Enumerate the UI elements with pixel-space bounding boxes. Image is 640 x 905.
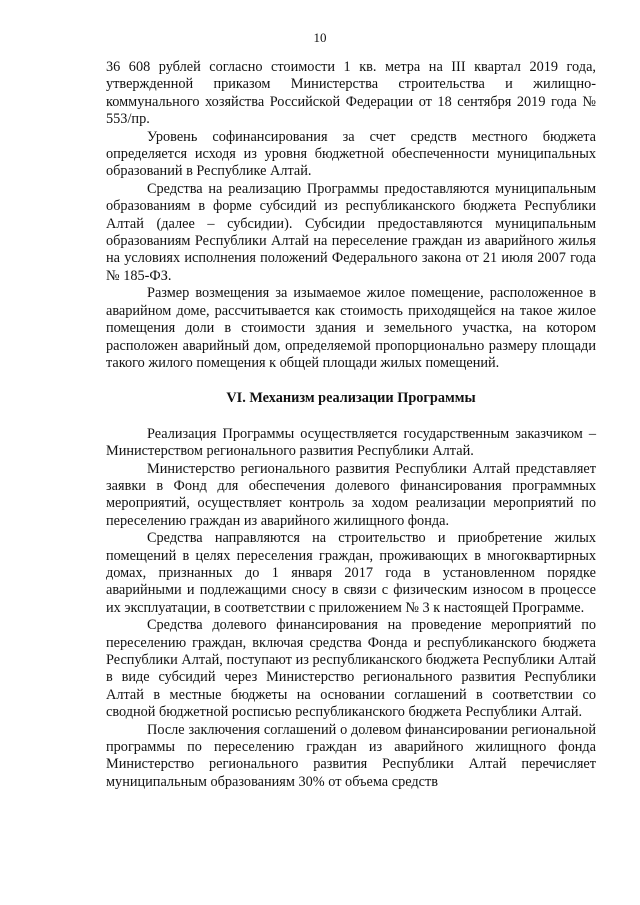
paragraph-ministry-role: Министерство регионального развития Республики Алтай представляет заявки в Фонд для обеспечения долевого финансирования программных мероприятий, осуществляет контроль за ходом реализации мероприятий по переселению граждан из аварийного жилищного фонда. (106, 460, 596, 529)
paragraph-cofinancing-level: Уровень софинансирования за счет средств местного бюджета определяется исходя из уровня бюджетной обеспеченности муниципальных образований в Республике Алтай. (106, 128, 596, 180)
document-body (106, 59, 596, 791)
paragraph-after-agreements: После заключения соглашений о долевом финансировании региональной программы по переселению граждан из аварийного жилищного фонда Министерство регионального развития Республики Алтай перечисляет муниципальным образованиям 30% от объема средств (106, 721, 596, 790)
paragraph-shared-financing: Средства долевого финансирования на проведение мероприятий по переселению граждан, включая средства Фонда и республиканского бюджета Республики Алтай, поступают из республиканского бюджета Республики Алтай в виде субсидий через Министерство регионального развития Республики Алтай в местные бюджеты на основании соглашений в соответствии со сводной бюджетной росписью республиканского бюджета Республики Алтай. (106, 617, 596, 721)
section-heading: VI. Механизм реализации Программы (226, 390, 476, 407)
paragraph-continuation: 36 608 рублей согласно стоимости 1 кв. метра на III квартал 2019 года, утвержденной приказом Министерства строительства и жилищно-коммунального хозяйства Российской Федерации от 18 сентября 2019 года № 553/пр. (106, 59, 596, 128)
paragraph-funds-direction: Средства направляются на строительство и приобретение жилых помещений в целях переселения граждан, проживающих в многоквартирных домах, признанных до 1 января 2017 года в установленном порядке аварийными и подлежащими сносу в связи с физическим износом в процессе их эксплуатации, в соответствии с приложением № 3 к настоящей Программе. (106, 530, 596, 616)
page-number: 10 (313, 30, 327, 45)
paragraph-subsidies: Средства на реализацию Программы предоставляются муниципальным образованиям в форме субсидий из республиканского бюджета Республики Алтай (далее – субсидии). Субсидии предоставляются муниципальным образованиям Республики Алтай на переселение граждан из аварийного жилья на условиях исполнения положений Федерального закона от 21 июля 2007 года № 185-ФЗ. (106, 180, 596, 284)
paragraph-compensation: Размер возмещения за изымаемое жилое помещение, расположенное в аварийном доме, рассчитывается как стоимость приходящейся на такое жилое помещения доли в стоимости здания и земельного участка, на котором расположен аварийный дом, определяемой пропорционально размеру площади такого жилого помещения к общей площади жилых помещений. (106, 285, 596, 371)
paragraph-implementation: Реализация Программы осуществляется государственным заказчиком – Министерством регионального развития Республики Алтай. (106, 425, 596, 460)
